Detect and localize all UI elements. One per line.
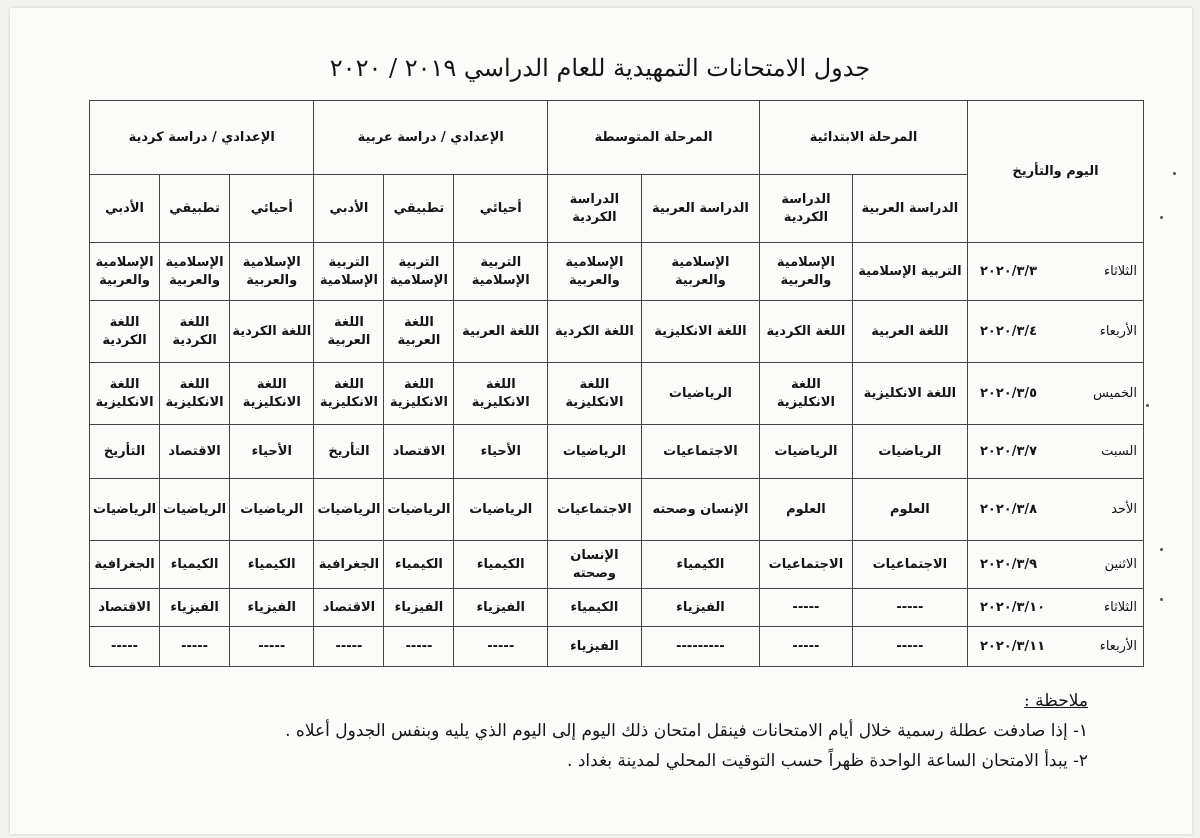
subject-cell: الكيمياء <box>160 541 230 589</box>
subject-cell: الكيمياء <box>641 541 759 589</box>
day-date-cell <box>968 301 1144 363</box>
group-primary-stream-header: الدراسة العربية <box>852 175 967 243</box>
exam-schedule-table <box>89 100 1144 667</box>
subject-cell: اللغة الكردية <box>760 301 853 363</box>
group-prep-kurdish-stream-header: أحيائي <box>230 175 314 243</box>
subject-cell: اللغة الانكليزية <box>384 363 454 425</box>
table-row <box>90 243 1144 301</box>
subject-cell: اللغة الانكليزية <box>852 363 967 425</box>
notes-section <box>230 686 1088 776</box>
group-prep-kurdish-stream-header: الأدبي <box>90 175 160 243</box>
subject-cell: الرياضيات <box>641 363 759 425</box>
no-exam-cell: ----- <box>852 589 967 627</box>
table-row <box>90 589 1144 627</box>
subject-cell: الرياضيات <box>160 479 230 541</box>
subject-cell: اللغة الانكليزية <box>90 363 160 425</box>
subject-cell: اللغة الانكليزية <box>548 363 642 425</box>
subject-cell: الرياضيات <box>384 479 454 541</box>
no-exam-cell: --------- <box>641 627 759 667</box>
group-prep-kurdish-stream-header: تطبيقي <box>160 175 230 243</box>
note-item-2: ٢- يبدأ الامتحان الساعة الواحدة ظهراً حسب التوقيت المحلي لمدينة بغداد . <box>567 751 1088 771</box>
subject-cell: الاجتماعيات <box>641 425 759 479</box>
subject-cell: الإسلامية والعربية <box>760 243 853 301</box>
subject-cell: الأحياء <box>454 425 548 479</box>
day-date-cell <box>968 425 1144 479</box>
day-date-cell <box>968 479 1144 541</box>
subject-cell: التربية الإسلامية <box>852 243 967 301</box>
subject-cell: التربية الإسلامية <box>314 243 384 301</box>
exam-date: ٢٠٢٠/٣/٥ <box>980 385 1038 401</box>
subject-cell: الإسلامية والعربية <box>230 243 314 301</box>
exam-date: ٢٠٢٠/٣/١١ <box>980 638 1046 654</box>
no-exam-cell: ----- <box>230 627 314 667</box>
subject-cell: التأريخ <box>314 425 384 479</box>
no-exam-cell: ----- <box>760 627 853 667</box>
no-exam-cell: ----- <box>90 627 160 667</box>
subject-cell: التربية الإسلامية <box>454 243 548 301</box>
day-name: الخميس <box>1093 385 1137 401</box>
subject-cell: اللغة الانكليزية <box>314 363 384 425</box>
group-intermediate-stream-header: الدراسة العربية <box>641 175 759 243</box>
subject-cell: الرياضيات <box>852 425 967 479</box>
subject-cell: اللغة الانكليزية <box>160 363 230 425</box>
stray-mark <box>1146 404 1149 407</box>
subject-cell: الرياضيات <box>548 425 642 479</box>
subject-cell: التربية الإسلامية <box>384 243 454 301</box>
no-exam-cell: ----- <box>314 627 384 667</box>
subject-cell: التأريخ <box>90 425 160 479</box>
subject-cell: الاجتماعيات <box>760 541 853 589</box>
subject-cell: الفيزياء <box>384 589 454 627</box>
subject-cell: العلوم <box>852 479 967 541</box>
exam-date: ٢٠٢٠/٣/٧ <box>980 443 1038 459</box>
subject-cell: اللغة العربية <box>454 301 548 363</box>
subject-cell: الفيزياء <box>454 589 548 627</box>
subject-cell: اللغة الكردية <box>230 301 314 363</box>
group-prep-arabic-header: الإعدادي / دراسة عربية <box>314 101 548 175</box>
subject-cell: الإسلامية والعربية <box>90 243 160 301</box>
subject-cell: الاقتصاد <box>90 589 160 627</box>
notes-heading: ملاحظة : <box>1024 691 1088 711</box>
day-date-cell <box>968 589 1144 627</box>
no-exam-cell: ----- <box>454 627 548 667</box>
stray-mark <box>1173 172 1176 175</box>
subject-cell: الإسلامية والعربية <box>160 243 230 301</box>
subject-cell: الكيمياء <box>384 541 454 589</box>
table-row <box>90 363 1144 425</box>
subject-cell: العلوم <box>760 479 853 541</box>
subject-cell: الكيمياء <box>230 541 314 589</box>
table-row <box>90 479 1144 541</box>
stray-mark <box>1160 216 1163 219</box>
day-name: الأحد <box>1111 501 1137 517</box>
exam-date: ٢٠٢٠/٣/٩ <box>980 556 1038 572</box>
subject-cell: الفيزياء <box>641 589 759 627</box>
day-date-cell <box>968 363 1144 425</box>
group-prep-kurdish-header: الإعدادي / دراسة كردية <box>90 101 314 175</box>
subject-cell: الرياضيات <box>90 479 160 541</box>
day-name: الأربعاء <box>1099 323 1137 339</box>
table-row <box>90 541 1144 589</box>
day-name: الثلاثاء <box>1104 263 1137 279</box>
subject-cell: اللغة الكردية <box>90 301 160 363</box>
subject-cell: الجغرافية <box>314 541 384 589</box>
exam-date: ٢٠٢٠/٣/٨ <box>980 501 1038 517</box>
group-prep-arabic-stream-header: أحيائي <box>454 175 548 243</box>
exam-date: ٢٠٢٠/٣/١٠ <box>980 599 1046 615</box>
day-date-cell <box>968 243 1144 301</box>
subject-cell: الرياضيات <box>314 479 384 541</box>
exam-date: ٢٠٢٠/٣/٣ <box>980 263 1038 279</box>
day-date-cell <box>968 541 1144 589</box>
no-exam-cell: ----- <box>160 627 230 667</box>
subject-cell: الكيمياء <box>454 541 548 589</box>
subject-cell: الكيمياء <box>548 589 642 627</box>
table-row <box>90 627 1144 667</box>
day-date-header: اليوم والتأريخ <box>968 101 1144 243</box>
subject-cell: الاجتماعيات <box>852 541 967 589</box>
group-prep-arabic-stream-header: تطبيقي <box>384 175 454 243</box>
no-exam-cell: ----- <box>760 589 853 627</box>
day-name: الأربعاء <box>1099 638 1137 654</box>
stray-mark <box>1160 598 1163 601</box>
subject-cell: الإنسان وصحته <box>548 541 642 589</box>
group-primary-header: المرحلة الابتدائية <box>760 101 968 175</box>
subject-cell: الجغرافية <box>90 541 160 589</box>
table-row <box>90 301 1144 363</box>
day-name: الاثنين <box>1104 556 1137 572</box>
subject-cell: الإسلامية والعربية <box>548 243 642 301</box>
group-primary-stream-header: الدراسة الكردية <box>760 175 853 243</box>
subject-cell: اللغة العربية <box>852 301 967 363</box>
stray-mark <box>1160 548 1163 551</box>
subject-cell: الأحياء <box>230 425 314 479</box>
day-date-cell <box>968 627 1144 667</box>
page-title: جدول الامتحانات التمهيدية للعام الدراسي ٢٠١٩ / ٢٠٢٠ <box>329 54 871 82</box>
subject-cell: اللغة الانكليزية <box>760 363 853 425</box>
subject-cell: الرياضيات <box>454 479 548 541</box>
group-prep-arabic-stream-header: الأدبي <box>314 175 384 243</box>
subject-cell: اللغة الكردية <box>548 301 642 363</box>
no-exam-cell: ----- <box>852 627 967 667</box>
table-row <box>90 425 1144 479</box>
subject-cell: الاقتصاد <box>314 589 384 627</box>
note-item-1: ١- إذا صادفت عطلة رسمية خلال أيام الامتحانات فينقل امتحان ذلك اليوم إلى اليوم الذي يليه وبنفس الجدول أعلاه . <box>285 721 1088 741</box>
subject-cell: الإنسان وصحته <box>641 479 759 541</box>
subject-cell: الاقتصاد <box>384 425 454 479</box>
subject-cell: الاقتصاد <box>160 425 230 479</box>
exam-date: ٢٠٢٠/٣/٤ <box>980 323 1038 339</box>
subject-cell: الاجتماعيات <box>548 479 642 541</box>
subject-cell: اللغة الانكليزية <box>454 363 548 425</box>
subject-cell: الفيزياء <box>160 589 230 627</box>
no-exam-cell: ----- <box>384 627 454 667</box>
day-name: الثلاثاء <box>1104 599 1137 615</box>
subject-cell: اللغة الانكليزية <box>641 301 759 363</box>
subject-cell: الرياضيات <box>230 479 314 541</box>
subject-cell: الإسلامية والعربية <box>641 243 759 301</box>
group-intermediate-header: المرحلة المتوسطة <box>548 101 760 175</box>
subject-cell: اللغة العربية <box>384 301 454 363</box>
subject-cell: الفيزياء <box>548 627 642 667</box>
header-row-groups <box>90 101 1144 175</box>
subject-cell: الرياضيات <box>760 425 853 479</box>
subject-cell: اللغة العربية <box>314 301 384 363</box>
subject-cell: اللغة الكردية <box>160 301 230 363</box>
subject-cell: الفيزياء <box>230 589 314 627</box>
day-name: السبت <box>1101 443 1137 459</box>
group-intermediate-stream-header: الدراسة الكردية <box>548 175 642 243</box>
subject-cell: اللغة الانكليزية <box>230 363 314 425</box>
